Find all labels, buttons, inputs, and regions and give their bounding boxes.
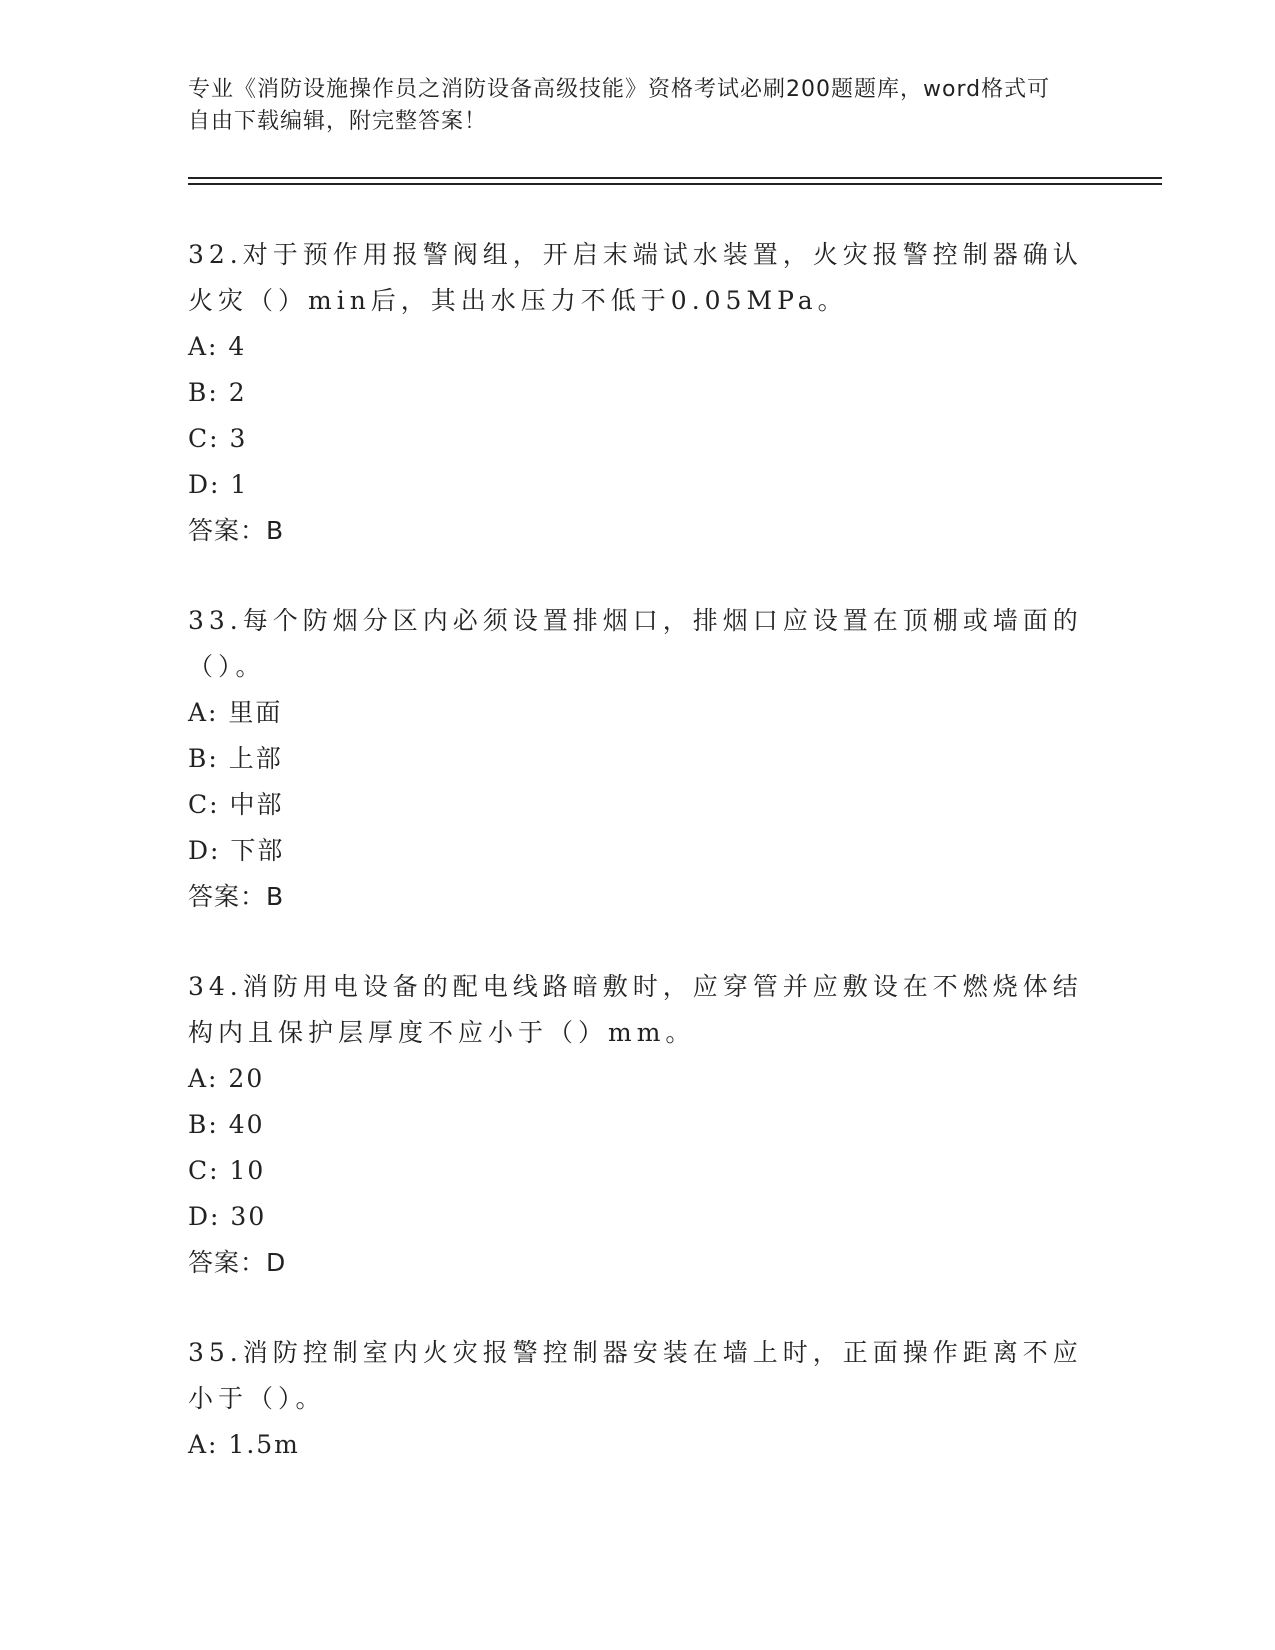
answer-label: 答案：B: [188, 882, 285, 911]
question-list: [188, 232, 1088, 1512]
option-c: C: 3: [188, 424, 248, 453]
question-text: 32.对于预作用报警阀组，开启末端试水装置，火灾报警控制器确认火灾（）min后，其出水压力不低于0.05MPa。: [188, 240, 1083, 315]
document-header: 专业《消防设施操作员之消防设备高级技能》资格考试必刷200题题库，word格式可自由下载编辑，附完整答案！: [188, 77, 1051, 134]
answer-label: 答案：D: [188, 1248, 287, 1277]
option-a: A: 里面: [188, 698, 283, 727]
option-a: A: 20: [188, 1064, 265, 1093]
question-text: 33.每个防烟分区内必须设置排烟口，排烟口应设置在顶棚或墙面的（）。: [188, 606, 1083, 681]
question-text: 34.消防用电设备的配电线路暗敷时，应穿管并应敷设在不燃烧体结构内且保护层厚度不应小于（）mm。: [188, 972, 1083, 1047]
option-b: B: 2: [188, 378, 247, 407]
option-b: B: 40: [188, 1110, 265, 1139]
option-c: C: 10: [188, 1156, 266, 1185]
question-32: [188, 232, 1088, 554]
question-35: [188, 1330, 1088, 1468]
option-d: D: 下部: [188, 836, 285, 865]
option-a: A: 1.5m: [188, 1430, 300, 1459]
question-34: [188, 964, 1088, 1286]
option-c: C: 中部: [188, 790, 284, 819]
answer-label: 答案：B: [188, 516, 285, 545]
question-33: [188, 598, 1088, 920]
header-divider-bottom: [188, 183, 1162, 185]
option-d: D: 30: [188, 1202, 267, 1231]
option-b: B: 上部: [188, 744, 283, 773]
option-d: D: 1: [188, 470, 249, 499]
header-divider-top: [188, 177, 1162, 179]
option-a: A: 4: [188, 332, 247, 361]
question-text: 35.消防控制室内火灾报警控制器安装在墙上时，正面操作距离不应小于（）。: [188, 1338, 1083, 1413]
